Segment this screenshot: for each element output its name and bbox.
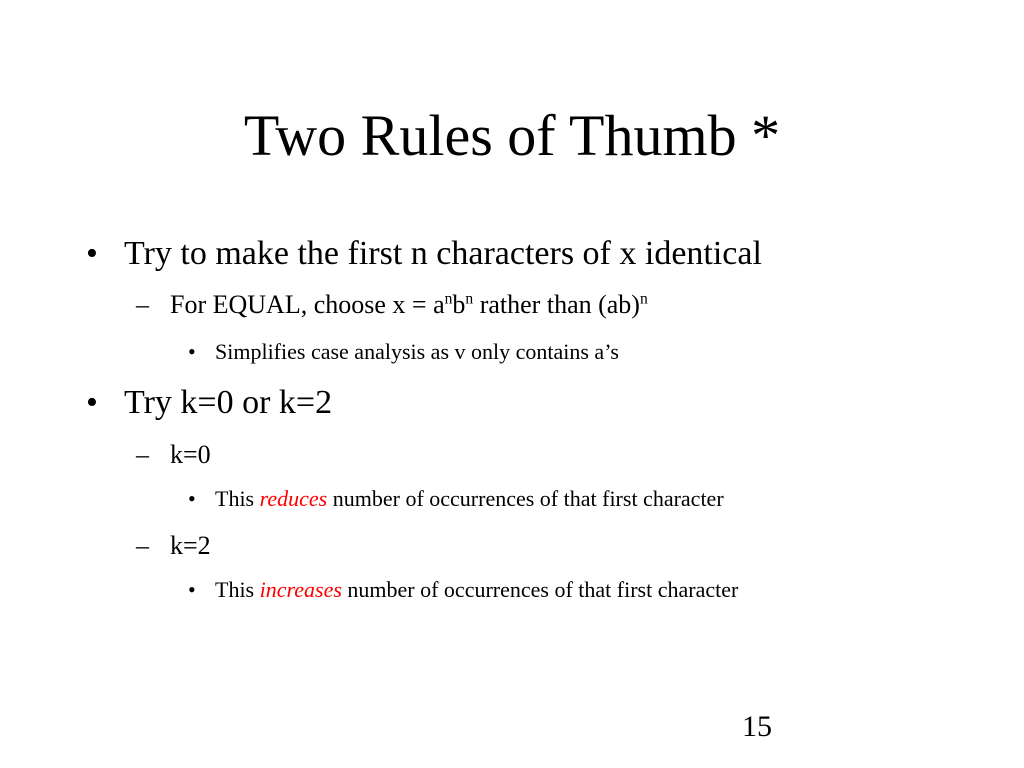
subitem-text-part: For EQUAL, choose x = a xyxy=(170,290,445,319)
subsubitem-increases xyxy=(215,576,738,604)
subsubitem-text-part: This xyxy=(215,486,260,511)
superscript-n: n xyxy=(444,290,453,308)
subitem-for-equal xyxy=(170,289,648,321)
emphasis-increases: increases xyxy=(259,577,342,602)
subitem-text-part: rather than (ab) xyxy=(473,290,640,319)
superscript-n: n xyxy=(639,290,648,308)
subsubitem-text-part: number of occurrences of that first character xyxy=(327,486,724,511)
subsubitem-text-part: number of occurrences of that first character xyxy=(341,577,739,602)
bullet-marker: • xyxy=(86,235,98,272)
subitem-text-part: b xyxy=(452,290,466,319)
dash-marker: – xyxy=(136,440,149,469)
bullet-item-try-k: Try k=0 or k=2 xyxy=(124,384,333,421)
bullet-marker: • xyxy=(86,384,98,421)
subsubitem-text-part: This xyxy=(215,577,260,602)
subitem-k2: k=2 xyxy=(170,531,211,560)
subitem-k0: k=0 xyxy=(170,440,211,469)
page-number: 15 xyxy=(742,710,772,743)
slide-title: Two Rules of Thumb * xyxy=(243,103,781,168)
bullet-marker: • xyxy=(188,339,196,364)
subsubitem-simplifies: Simplifies case analysis as v only contains a’s xyxy=(215,339,619,364)
emphasis-reduces: reduces xyxy=(259,486,328,511)
bullet-marker: • xyxy=(188,486,196,511)
dash-marker: – xyxy=(136,531,149,560)
bullet-marker: • xyxy=(188,577,196,602)
dash-marker: – xyxy=(136,290,149,319)
subsubitem-reduces xyxy=(215,485,724,513)
superscript-n: n xyxy=(465,290,474,308)
bullet-item-first-n-characters: Try to make the first n characters of x identical xyxy=(124,235,762,272)
